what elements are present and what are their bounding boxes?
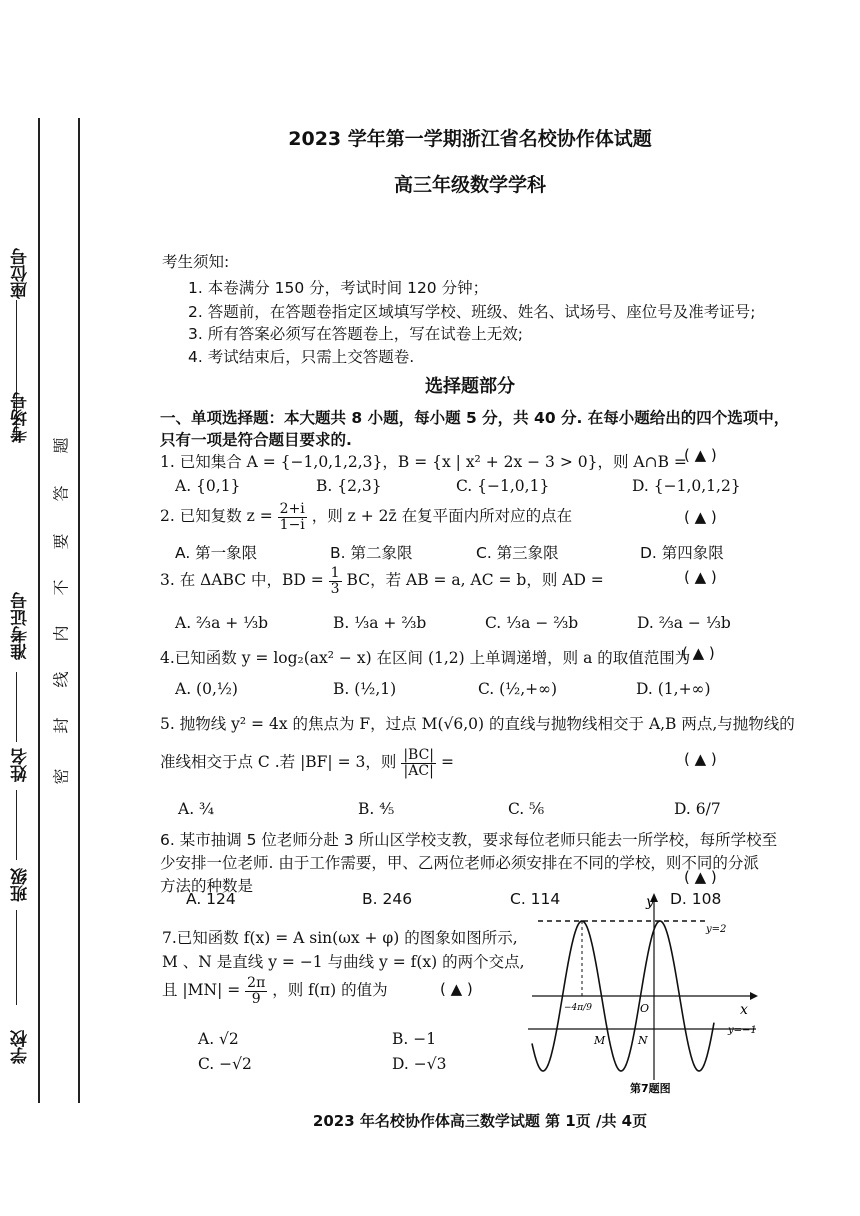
name-blank bbox=[16, 790, 17, 860]
q1-answer-mark: ( ▲ ) bbox=[684, 446, 717, 464]
seal-char-8: 题 bbox=[51, 437, 71, 454]
q3-stem bbox=[160, 566, 604, 596]
q7-option-b: B. −1 bbox=[392, 1030, 437, 1048]
q7-fraction bbox=[245, 976, 267, 1006]
q4-stem: 4.已知函数 y = log₂(ax² − x) 在区间 (1,2) 上单调递增，则 a 的取值范围为 bbox=[160, 649, 691, 667]
q3-option-b: B. ⅓a + ⅔b bbox=[333, 614, 427, 632]
q3-frac-num: 1 bbox=[330, 565, 340, 581]
q2-option-d: D. 第四象限 bbox=[640, 544, 724, 562]
name-label: 姓名 bbox=[11, 748, 31, 782]
q2-frac-num: 2+i bbox=[279, 501, 305, 517]
binding-line-inner bbox=[78, 118, 80, 1103]
q7-stem-3 bbox=[162, 976, 388, 1006]
y-axis-label: y bbox=[646, 894, 654, 910]
q7-option-a: A. √2 bbox=[198, 1030, 239, 1048]
q2-frac-den: 1−i bbox=[279, 516, 305, 533]
q5-option-b: B. ⅘ bbox=[358, 800, 395, 818]
page-footer: 2023 年名校协作体高三数学试题 第 1页 /共 4页 bbox=[312, 1112, 648, 1130]
q5-stem-1: 5. 抛物线 y² = 4x 的焦点为 F，过点 M(√6,0) 的直线与抛物线相交于 A,B 两点,与抛物线的 bbox=[160, 715, 795, 733]
q2-answer-mark: ( ▲ ) bbox=[684, 508, 717, 526]
q5-option-a: A. ¾ bbox=[178, 800, 215, 818]
q4-option-b: B. (½,1) bbox=[333, 680, 397, 698]
section-intro-2: 只有一项是符合题目要求的. bbox=[160, 431, 352, 449]
q7-figure bbox=[528, 888, 768, 1098]
q3-option-c: C. ⅓a − ⅔b bbox=[485, 614, 579, 632]
q6-stem-2: 少安排一位老师. 由于工作需要，甲、乙两位老师必须安排在不同的学校，则不同的分派 bbox=[160, 854, 759, 872]
q7-answer-mark: ( ▲ ) bbox=[440, 980, 473, 998]
figure-caption: 第7题图 bbox=[630, 1082, 671, 1095]
x-axis-label: x bbox=[740, 1002, 748, 1018]
point-n-label: N bbox=[638, 1034, 648, 1047]
q5-stem-2b: = bbox=[440, 753, 454, 772]
q2-stem-a: 2. 已知复数 z = bbox=[160, 507, 273, 526]
q5-fraction bbox=[401, 748, 436, 778]
q4-answer-mark: ( ▲ ) bbox=[682, 644, 715, 662]
notice-heading: 考生须知: bbox=[162, 253, 230, 271]
binding-line-outer bbox=[38, 118, 40, 1103]
q4-option-d: D. (1,+∞) bbox=[636, 680, 711, 698]
ticket-label: 准考证号 bbox=[11, 592, 31, 660]
q5-frac-den: |AC| bbox=[403, 762, 434, 779]
q5-option-d: D. 6/7 bbox=[674, 800, 721, 818]
seal-char-3: 线 bbox=[51, 671, 71, 688]
x-axis-arrow bbox=[750, 992, 758, 1000]
origin-label: O bbox=[640, 1002, 650, 1015]
q3-option-a: A. ⅔a + ⅓b bbox=[175, 614, 269, 632]
q2-option-a: A. 第一象限 bbox=[175, 544, 258, 562]
tick-label: −4π/9 bbox=[564, 1003, 592, 1013]
q7-stem-3b: ，则 f(π) 的值为 bbox=[272, 981, 388, 1000]
section-intro-1: 一、单项选择题：本大题共 8 小题，每小题 5 分，共 40 分. 在每小题给出的四个选项中， bbox=[160, 409, 790, 427]
q7-stem-1: 7.已知函数 f(x) = A sin(ωx + φ) 的图象如图所示, bbox=[162, 929, 518, 947]
seal-char-6: 要 bbox=[51, 533, 71, 550]
q6-option-c: C. 114 bbox=[510, 890, 561, 908]
page-title: 2023 学年第一学期浙江省名校协作体试题 bbox=[288, 128, 652, 150]
q5-option-c: C. ⅚ bbox=[508, 800, 545, 818]
q3-stem-a: 3. 在 ΔABC 中，BD = bbox=[160, 571, 324, 590]
q6-answer-mark: ( ▲ ) bbox=[684, 868, 717, 886]
page-subtitle: 高三年级数学学科 bbox=[393, 174, 546, 196]
class-blank bbox=[16, 910, 17, 1005]
school-label: 学校 bbox=[11, 1030, 31, 1064]
seal-char-1: 密 bbox=[51, 768, 71, 785]
q7-frac-num: 2π bbox=[247, 975, 266, 991]
q1-option-b: B. {2,3} bbox=[316, 477, 382, 495]
q6-stem-3: 方法的种数是 bbox=[160, 877, 254, 895]
q2-option-b: B. 第二象限 bbox=[330, 544, 413, 562]
point-m-label: M bbox=[594, 1034, 606, 1047]
q1-stem: 1. 已知集合 A = {−1,0,1,2,3}，B = {x | x² + 2x − 3 > 0}，则 A∩B = bbox=[160, 453, 687, 471]
notice-item-4: 4. 考试结束后，只需上交答题卷. bbox=[188, 348, 415, 366]
q7-frac-den: 9 bbox=[251, 990, 261, 1007]
ticket-blank bbox=[16, 672, 17, 742]
q7-stem-2: M 、N 是直线 y = −1 与曲线 y = f(x) 的两个交点, bbox=[162, 953, 525, 971]
q3-frac-den: 3 bbox=[330, 580, 340, 597]
q3-option-d: D. ⅔a − ⅓b bbox=[637, 614, 731, 632]
q6-option-b: B. 246 bbox=[362, 890, 413, 908]
q2-option-c: C. 第三象限 bbox=[476, 544, 559, 562]
seal-char-7: 答 bbox=[51, 485, 71, 502]
q3-answer-mark: ( ▲ ) bbox=[684, 568, 717, 586]
q6-stem-1: 6. 某市抽调 5 位老师分赴 3 所山区学校支教，要求每位老师只能去一所学校，每所学校至 bbox=[160, 831, 778, 849]
q7-stem-3a: 且 |MN| = bbox=[162, 981, 241, 1000]
q1-option-c: C. {−1,0,1} bbox=[456, 477, 550, 495]
q6-option-a: A. 124 bbox=[186, 890, 236, 908]
q6-option-d: D. 108 bbox=[670, 890, 722, 908]
class-label: 班级 bbox=[11, 868, 31, 902]
q2-stem-b: ，则 z + 2z̄ 在复平面内所对应的点在 bbox=[311, 507, 573, 526]
q7-option-d: D. −√3 bbox=[392, 1055, 447, 1073]
notice-item-3: 3. 所有答案必须写在答题卷上，写在试卷上无效; bbox=[188, 325, 523, 343]
room-label: 考场号 bbox=[11, 392, 31, 443]
line-top-label: y=2 bbox=[706, 924, 727, 935]
notice-item-2: 2. 答题前，在答题卷指定区域填写学校、班级、姓名、试场号、座位号及准考证号; bbox=[188, 303, 756, 321]
q7-option-c: C. −√2 bbox=[198, 1055, 252, 1073]
q5-stem-2 bbox=[160, 748, 454, 778]
q3-fraction bbox=[329, 566, 342, 596]
q3-stem-b: BC，若 AB = a, AC = b，则 AD = bbox=[346, 571, 604, 590]
section-title: 选择题部分 bbox=[425, 376, 515, 397]
q4-option-c: C. (½,+∞) bbox=[478, 680, 558, 698]
seal-char-5: 不 bbox=[51, 579, 71, 596]
seal-char-2: 封 bbox=[51, 717, 71, 734]
notice-item-1: 1. 本卷满分 150 分，考试时间 120 分钟； bbox=[188, 279, 489, 297]
q1-option-a: A. {0,1} bbox=[175, 477, 241, 495]
q5-stem-2a: 准线相交于点 C .若 |BF| = 3，则 bbox=[160, 753, 397, 772]
seat-label: 座位号 bbox=[11, 248, 31, 299]
q2-stem bbox=[160, 502, 572, 532]
line-low-label: y=−1 bbox=[728, 1025, 757, 1036]
q4-option-a: A. (0,½) bbox=[175, 680, 238, 698]
seal-char-4: 内 bbox=[51, 625, 71, 642]
q5-frac-num: |BC| bbox=[403, 747, 435, 763]
q2-fraction bbox=[278, 502, 307, 532]
q5-answer-mark: ( ▲ ) bbox=[684, 750, 717, 768]
q1-option-d: D. {−1,0,1,2} bbox=[632, 477, 741, 495]
